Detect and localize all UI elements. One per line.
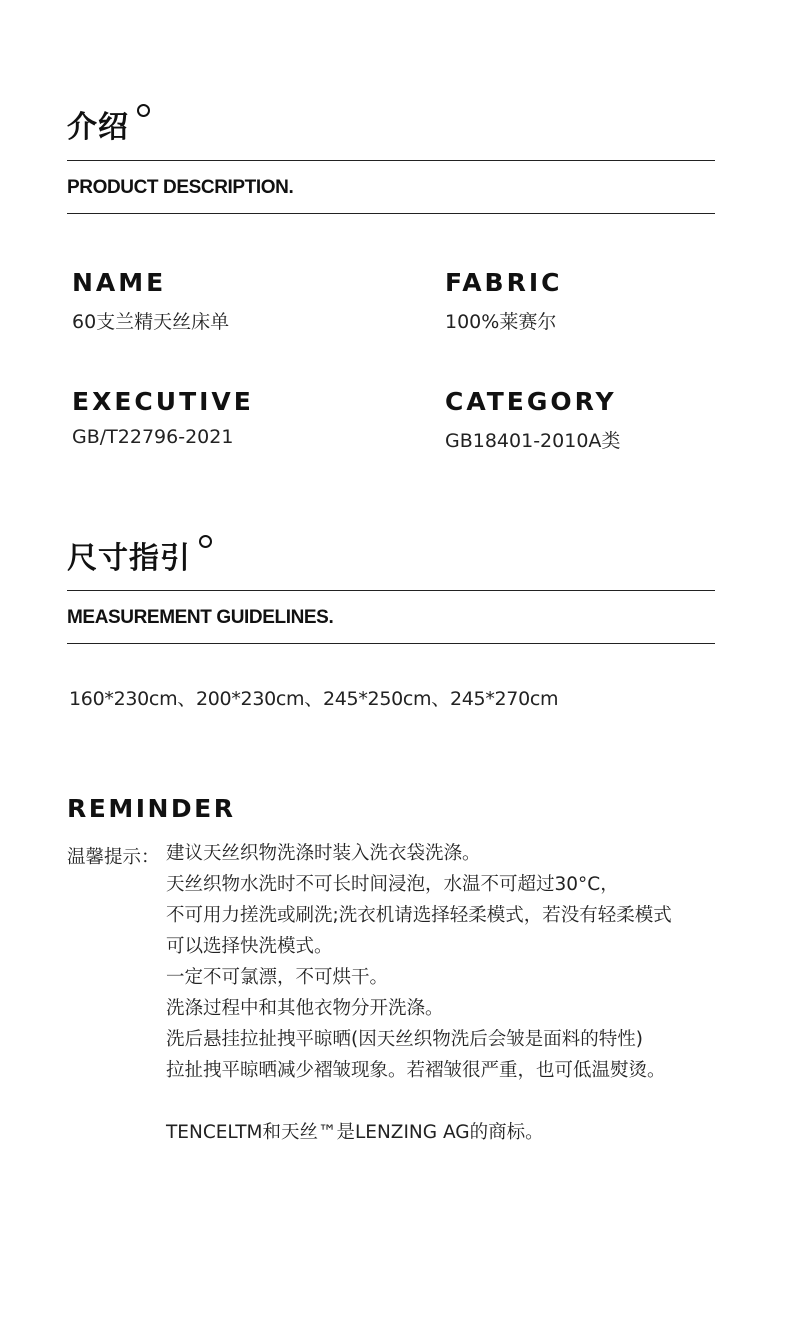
field-label-executive: EXECUTIVE	[72, 387, 254, 416]
reminder-text	[166, 838, 726, 1148]
reminder-line: 拉扯拽平晾晒减少褶皱现象。若褶皱很严重，也可低温熨烫。	[166, 1060, 666, 1081]
intro-title-text: 介绍	[67, 110, 129, 145]
field-value-fabric: 100%莱赛尔	[445, 311, 557, 333]
reminder-heading: REMINDER	[67, 794, 236, 823]
size-guide-title	[67, 533, 212, 577]
size-guide-title-text: 尺寸指引	[67, 541, 191, 576]
field-label-fabric: FABRIC	[445, 268, 563, 297]
size-guide-subtitle: MEASUREMENT GUIDELINES.	[67, 607, 334, 628]
intro-subtitle: PRODUCT DESCRIPTION.	[67, 177, 294, 198]
reminder-line: 建议天丝织物洗涤时装入洗衣袋洗涤。	[166, 843, 481, 864]
size-list: 160*230cm、200*230cm、245*250cm、245*270cm	[69, 688, 559, 710]
field-label-name: NAME	[72, 268, 167, 297]
reminder-line: 洗后悬挂拉扯拽平晾晒(因天丝织物洗后会皱是面料的特性)	[166, 1029, 643, 1050]
field-value-name: 60支兰精天丝床单	[72, 311, 230, 333]
divider	[67, 590, 715, 591]
trademark-note: TENCELTM和天丝™是LENZING AG的商标。	[166, 1122, 544, 1143]
reminder-line: 一定不可氯漂，不可烘干。	[166, 967, 389, 988]
divider	[67, 213, 715, 214]
reminder-line: 可以选择快洗模式。	[166, 936, 333, 957]
reminder-line: 洗涤过程中和其他衣物分开洗涤。	[166, 998, 444, 1019]
field-label-category: CATEGORY	[445, 387, 617, 416]
degree-icon	[137, 104, 150, 117]
reminder-line: 天丝织物水洗时不可长时间浸泡，水温不可超过30°C，	[166, 874, 619, 895]
divider	[67, 643, 715, 644]
reminder-line-blank	[166, 1086, 726, 1117]
field-value-executive: GB/T22796-2021	[72, 426, 234, 448]
reminder-prefix: 温馨提示：	[67, 847, 160, 868]
degree-icon	[199, 535, 212, 548]
divider	[67, 160, 715, 161]
field-value-category: GB18401-2010A类	[445, 430, 621, 452]
intro-title	[67, 102, 150, 146]
reminder-line: 不可用力搓洗或刷洗;洗衣机请选择轻柔模式，若没有轻柔模式	[166, 905, 672, 926]
